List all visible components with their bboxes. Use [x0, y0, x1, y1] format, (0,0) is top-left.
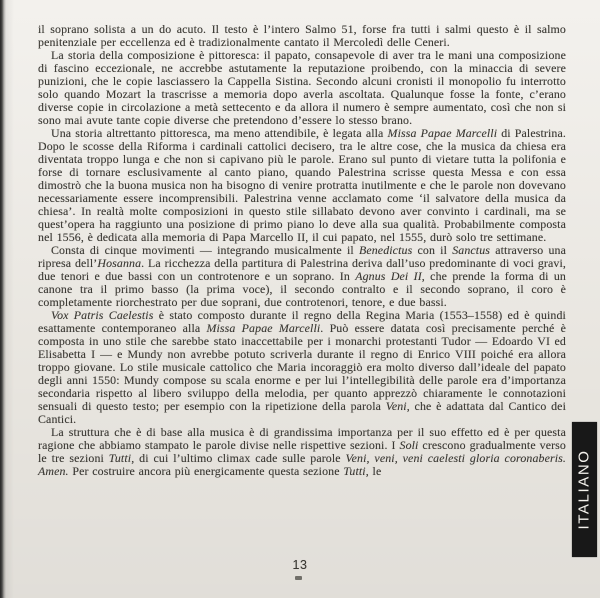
- paragraph-4: Consta di cinque movimenti — integrando musicalmente il Benedictus con il Sanctus attraverso una ripresa dell’Hosanna. La ricchezza della partitura di Palestrina deriva dall’uso predominante di voci gravi, due tenori e due bassi con un controtenore e un soprano. In Agnus Dei II, che prende la forma di un canone tra il primo basso (la prima voce), il secondo contralto e il secondo soprano, il coro è completamente riorchestrato per due soprani, due controtenori, tenore, e due bassi.: [38, 243, 566, 309]
- language-tab-label: ITALIANO: [576, 449, 594, 530]
- paragraph-5: Vox Patris Caelestis è stato composto durante il regno della Regina Maria (1553–1558) ed è quindi esattamente contemporaneo alla Missa Papae Marcelli. Può essere datata così precisamente perché è composta in uno stile che sarebbe stato inaccettabile per i monarchi protestanti Tudor — Edoardo VI ed Elisabetta I — e Mundy non avrebbe potuto scriverla durante il regno di Enrico VIII poiché era allora troppo giovane. Lo stile musicale cattolico che Maria incoraggiò era molto diverso dall’ideale del papato degli anni 1550: Mundy compose su scala enorme e per lui l’intellegibilità delle parole era d’importanza secondaria rispetto al libero sviluppo della melodia, per quanto apprezzò chiaramente le connotazioni sensuali di questo testo; per esempio con la ripetizione della parola Veni, che è adattata dal Cantico dei Cantici.: [38, 308, 567, 426]
- paragraph-1: il soprano solista a un do acuto. Il testo è l’intero Salmo 51, forse fra tutti i salmi questo è il salmo penitenziale per eccellenza ed è tradizionalmente cantato il Mercoledì delle Ceneri.: [38, 22, 566, 49]
- scan-left-edge: [0, 0, 6, 598]
- language-tab-italiano: [572, 422, 597, 557]
- paragraph-2: La storia della composizione è pittoresca: il papato, consapevole di aver tra le mani una composizione di fascino eccezionale, ne accrebbe astutamente la reputazione proibendo, con la minaccia di severe punizioni, che le copie lasciassero la Cappella Sistina. Secondo alcuni cronisti il monopolio fu interrotto solo quando Mozart la trascrisse a memoria dopo averla ascoltata. Qualunque fosse la fonte, c’erano diverse copie in circolazione a metà settecento e da allora il numero è sempre aumentato, così che non si sono mai avute tante copie diverse che pretendono d’essere lo stesso brano.: [38, 48, 566, 127]
- page-number: 13: [292, 558, 308, 572]
- paragraph-6: La struttura che è di base alla musica è di grandissima importanza per il suo effetto ed è per questa ragione che abbiamo stampato le parole divise nelle rispettive sezioni. I Soli crescono gradualmente verso le tre sezioni Tutti, di cui l’ultimo climax cade sulle parole Veni, veni, veni caelesti gloria coronaberis. Amen. Per costruire ancora più energicamente questa sezione Tutti, le: [38, 425, 566, 478]
- paragraph-3: Una storia altrettanto pittoresca, ma meno attendibile, è legata alla Missa Papae Marcelli di Palestrina. Dopo le scosse della Riforma i cardinali cattolici decisero, tra le altre cose, che la musica da chiesa era diventata troppo lunga e che non si capivano più le parole. Erano sul punto di vietare tutta la polifonia e forse di tornare esclusivamente al canto piano, quando Palestrina scrisse questa Messa e con essa dimostrò che la buona musica non ha bisogno di venire protratta inutilmente e che le parole non dovevano necessariamente essere incomprensibili. Palestrina venne acclamato come ‘il salvatore della musica da chiesa’. In realtà molte composizioni in questo stile sillabato devono aver convinto i cardinali, ma se quest’opera ha raggiunto una posizione di primo piano lo deve alla sua qualità. Probabilmente composta nel 1556, è dedicata alla memoria di Papa Marcello II, il cui papato, nel 1555, durò solo tre settimane.: [38, 126, 566, 244]
- dust-speck: [295, 576, 302, 580]
- article-text: [38, 23, 566, 478]
